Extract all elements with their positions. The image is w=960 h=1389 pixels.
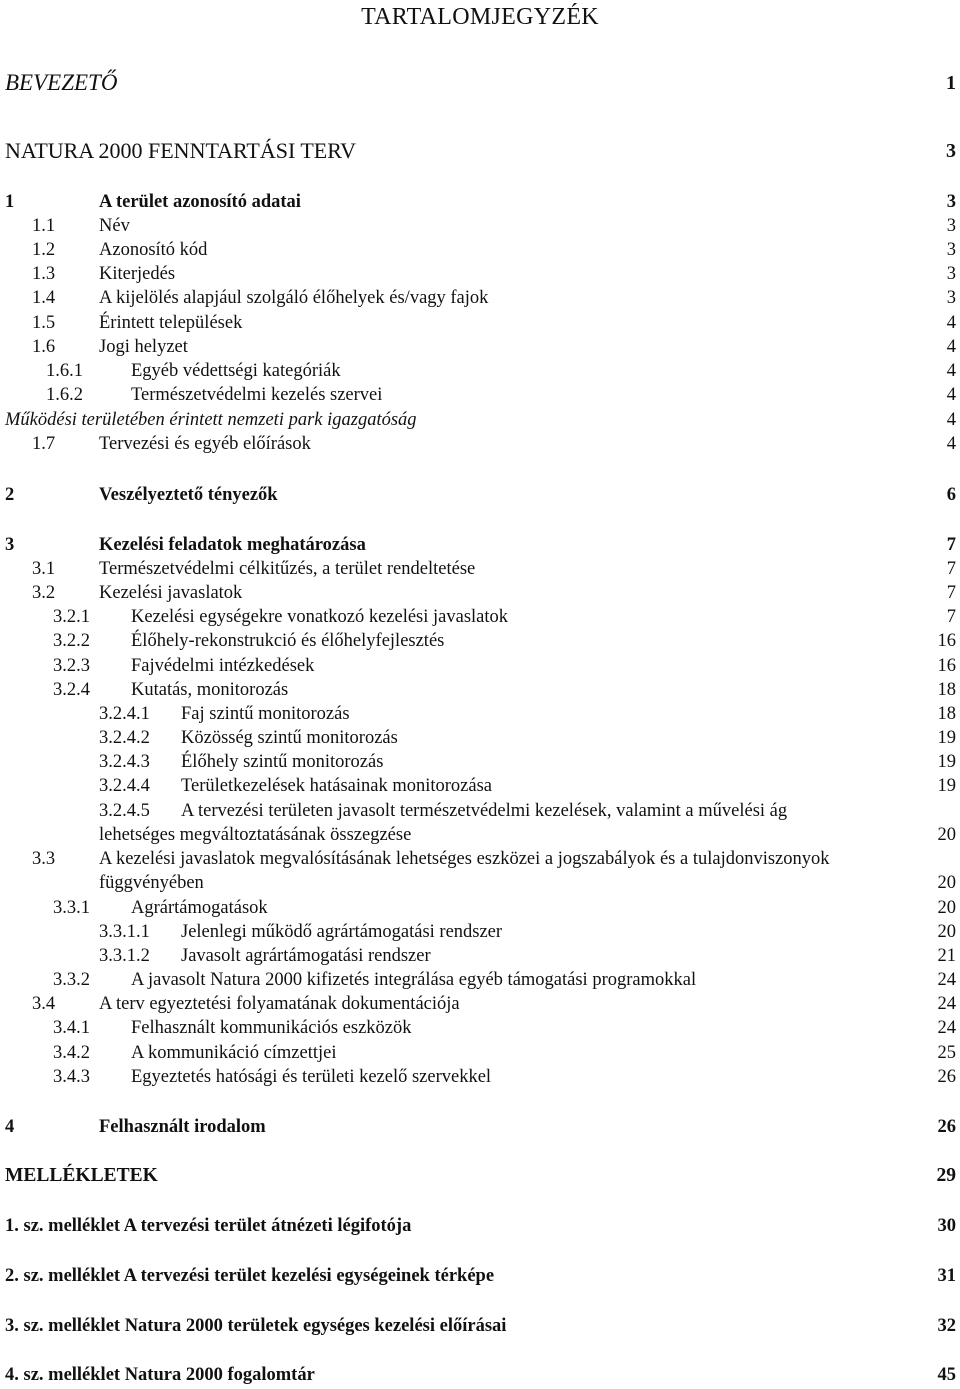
toc-entry-number: 3.3 [32,849,56,869]
toc-entry-3-1[interactable] [0,557,960,581]
toc-entry-3-2[interactable] [0,581,960,605]
toc-entry-3-3-1-2[interactable] [0,944,960,968]
toc-entry-text: Működési területében érintett nemzeti park igazgatóság [5,410,417,430]
toc-entry-text: függvényében [99,873,204,893]
toc-entry-number: 3.4.3 [53,1067,90,1087]
toc-entry-3-3[interactable] [0,847,960,871]
toc-entry-page: 3 [946,240,956,260]
toc-entry-page: 20 [937,898,956,918]
toc-title: TARTALOMJEGYZÉK [361,4,599,30]
toc-entry-number: 3.2.3 [53,656,90,676]
toc-entry-text: A tervezési területen javasolt természetvédelmi kezelések, valamint a művelési ág [181,801,788,821]
toc-entry-nemzeti-park[interactable] [0,408,960,432]
toc-entry-3-4-3[interactable] [0,1065,960,1089]
toc-entry-number: 1 [5,192,15,212]
toc-entry-number: 3.1 [32,559,56,579]
toc-entry-page: 4 [946,337,956,357]
toc-entry-number: 3.2.4 [53,680,90,700]
toc-entry-text: Kiterjedés [99,264,176,284]
toc-entry-text: Azonosító kód [99,240,208,260]
toc-entry-number: 3.2.4.5 [99,801,150,821]
toc-entry-text: Természetvédelmi célkitűzés, a terület rendeltetése [99,559,476,579]
toc-entry-3[interactable] [0,533,960,557]
toc-entry-3-2-4-3[interactable] [0,750,960,774]
toc-entry-3-3-1-1[interactable] [0,920,960,944]
toc-entry-number: 3.2.4.1 [99,704,150,724]
toc-entry-3-2-4-1[interactable] [0,702,960,726]
toc-entry-text: Kezelési egységekre vonatkozó kezelési javaslatok [131,607,509,627]
toc-entry-page: 19 [937,728,956,748]
toc-entry-page: 1 [946,72,956,94]
toc-entry-page: 7 [946,535,956,555]
toc-entry-text: Élőhely-rekonstrukció és élőhelyfejlesztés [131,631,445,651]
toc-entry-text: 1. sz. melléklet A tervezési terület átnézeti légifotója [5,1216,412,1236]
toc-entry-text: A terület azonosító adatai [99,192,301,212]
toc-entry-melleklet-1[interactable] [0,1214,960,1238]
toc-entry-text: MELLÉKLETEK [5,1165,158,1186]
toc-entry-1-6-2[interactable] [0,383,960,407]
toc-entry-text: Név [99,216,130,236]
toc-entry-page: 7 [946,607,956,627]
toc-entry-1-7[interactable] [0,432,960,456]
toc-entry-number: 1.6.1 [46,361,83,381]
toc-entry-page: 3 [946,288,956,308]
toc-entry-number: 3.2.4.2 [99,728,150,748]
toc-entry-3-2-2[interactable] [0,629,960,653]
toc-entry-text: Jogi helyzet [99,337,188,357]
toc-entry-page: 19 [937,752,956,772]
toc-entry-page: 20 [937,922,956,942]
toc-entry-number: 3.2.4.4 [99,776,150,796]
toc-entry-page: 3 [946,192,956,212]
toc-entry-number: 3 [5,535,15,555]
toc-entry-page: 4 [946,434,956,454]
toc-entry-text: Jelenlegi működő agrártámogatási rendszer [181,922,503,942]
toc-entry-page: 3 [946,264,956,284]
toc-entry-melleklet-4[interactable] [0,1363,960,1387]
toc-entry-number: 1.3 [32,264,56,284]
toc-entry-page: 32 [937,1316,956,1336]
toc-entry-page: 4 [946,313,956,333]
toc-entry-page: 45 [937,1365,956,1385]
toc-entry-page: 4 [946,361,956,381]
toc-entry-number: 1.2 [32,240,56,260]
toc-entry-page: 29 [936,1165,956,1186]
toc-entry-number: 1.4 [32,288,56,308]
toc-entry-2[interactable] [0,483,960,507]
toc-entry-text: A terv egyeztetési folyamatának dokumentációja [99,994,460,1014]
toc-entry-mellekletek[interactable] [0,1164,960,1188]
toc-entry-page: 25 [937,1043,956,1063]
toc-entry-page: 4 [946,410,956,430]
toc-entry-3-2-4-5[interactable] [0,799,960,823]
toc-entry-page: 20 [937,873,956,893]
toc-entry-3-2-4-5-cont[interactable] [0,823,960,847]
toc-entry-page: 24 [937,1018,956,1038]
toc-entry-3-2-1[interactable] [0,605,960,629]
toc-entry-text: Kutatás, monitorozás [131,680,289,700]
toc-entry-page: 18 [937,680,956,700]
toc-entry-number: 2 [5,485,15,505]
toc-entry-number: 3.4 [32,994,56,1014]
toc-entry-text: BEVEZETŐ [5,70,118,95]
toc-entry-number: 3.4.2 [53,1043,90,1063]
toc-entry-text: Kezelési feladatok meghatározása [99,535,366,555]
toc-entry-text: Felhasznált irodalom [99,1117,266,1137]
toc-entry-number: 3.3.2 [53,970,90,990]
toc-entry-3-2-4-2[interactable] [0,726,960,750]
toc-entry-number: 3.2 [32,583,56,603]
toc-entry-number: 1.6.2 [46,385,83,405]
toc-entry-text: Kezelési javaslatok [99,583,243,603]
toc-entry-text: lehetséges megváltoztatásának összegzése [99,825,412,845]
toc-entry-3-4-1[interactable] [0,1016,960,1040]
toc-entry-page: 24 [937,994,956,1014]
toc-entry-text: Veszélyeztető tényezők [99,485,278,505]
toc-entry-page: 7 [946,583,956,603]
toc-entry-number: 4 [5,1117,15,1137]
toc-entry-text: Élőhely szintű monitorozás [181,752,384,772]
toc-entry-text: A kommunikáció címzettjei [131,1043,337,1063]
toc-entry-3-3-1[interactable] [0,896,960,920]
toc-entry-text: Közösség szintű monitorozás [181,728,398,748]
toc-entry-number: 1.6 [32,337,56,357]
toc-entry-1-1[interactable] [0,214,960,238]
toc-entry-4[interactable] [0,1115,960,1139]
toc-entry-page: 16 [937,631,956,651]
toc-entry-page: 19 [937,776,956,796]
toc-entry-bevezeto[interactable] [0,68,960,95]
toc-entry-number: 3.4.1 [53,1018,90,1038]
toc-entry-1-2[interactable] [0,238,960,262]
toc-entry-number: 3.3.1.2 [99,946,150,966]
toc-entry-page: 7 [946,559,956,579]
toc-entry-text: Egyeztetés hatósági és területi kezelő szervekkel [131,1067,492,1087]
toc-entry-page: 3 [946,140,956,162]
toc-entry-text: A kijelölés alapjául szolgáló élőhelyek és/vagy fajok [99,288,489,308]
toc-entry-3-2-4-4[interactable] [0,774,960,798]
toc-entry-page: 31 [937,1266,956,1286]
toc-entry-3-2-3[interactable] [0,654,960,678]
toc-entry-1-4[interactable] [0,286,960,310]
toc-entry-page: 24 [937,970,956,990]
toc-entry-3-3-cont[interactable] [0,871,960,895]
toc-entry-text: 4. sz. melléklet Natura 2000 fogalomtár [5,1365,315,1385]
toc-entry-page: 26 [937,1117,956,1137]
toc-entry-text: Egyéb védettségi kategóriák [131,361,341,381]
toc-entry-1[interactable] [0,190,960,214]
toc-entry-1-6-1[interactable] [0,359,960,383]
toc-entry-number: 1.5 [32,313,56,333]
toc-entry-page: 30 [937,1216,956,1236]
toc-entry-page: 3 [946,216,956,236]
toc-entry-number: 3.3.1.1 [99,922,150,942]
toc-entry-melleklet-2[interactable] [0,1264,960,1288]
toc-entry-melleklet-3[interactable] [0,1314,960,1338]
toc-entry-text: 3. sz. melléklet Natura 2000 területek egységes kezelési előírásai [5,1316,507,1336]
toc-entry-number: 1.1 [32,216,56,236]
toc-entry-text: Területkezelések hatásainak monitorozása [181,776,493,796]
toc-entry-text: A kezelési javaslatok megvalósításának lehetséges eszközei a jogszabályok és a tulajdonviszonyok [99,849,830,869]
toc-entry-page: 4 [946,385,956,405]
toc-entry-number: 3.2.2 [53,631,90,651]
toc-entry-3-2-4[interactable] [0,678,960,702]
toc-entry-text: 2. sz. melléklet A tervezési terület kezelési egységeinek térképe [5,1266,495,1286]
toc-entry-page: 21 [937,946,956,966]
toc-entry-text: Érintett települések [99,313,243,333]
toc-entry-page: 20 [937,825,956,845]
toc-entry-text: Felhasznált kommunikációs eszközök [131,1018,412,1038]
toc-entry-text: Fajvédelmi intézkedések [131,656,315,676]
toc-entry-page: 6 [946,485,956,505]
toc-entry-text: NATURA 2000 FENNTARTÁSI TERV [5,138,357,163]
toc-entry-number: 3.3.1 [53,898,90,918]
toc-entry-1-3[interactable] [0,262,960,286]
toc-entry-number: 3.2.1 [53,607,90,627]
toc-entry-number: 3.2.4.3 [99,752,150,772]
toc-entry-fenntartasi-terv[interactable] [0,137,960,161]
toc-entry-text: Tervezési és egyéb előírások [99,434,311,454]
toc-entry-page: 26 [937,1067,956,1087]
toc-entry-text: Természetvédelmi kezelés szervei [131,385,383,405]
toc-entry-text: Agrártámogatások [131,898,268,918]
toc-entry-text: Javasolt agrártámogatási rendszer [181,946,431,966]
toc-entry-1-5[interactable] [0,311,960,335]
toc-entry-3-4-2[interactable] [0,1041,960,1065]
toc-entry-text: A javasolt Natura 2000 kifizetés integrálása egyéb támogatási programokkal [131,970,697,990]
toc-entry-page: 16 [937,656,956,676]
toc-entry-1-6[interactable] [0,335,960,359]
toc-entry-3-4[interactable] [0,992,960,1016]
toc-entry-3-3-2[interactable] [0,968,960,992]
toc-entry-text: Faj szintű monitorozás [181,704,350,724]
toc-entry-page: 18 [937,704,956,724]
toc-entry-number: 1.7 [32,434,56,454]
